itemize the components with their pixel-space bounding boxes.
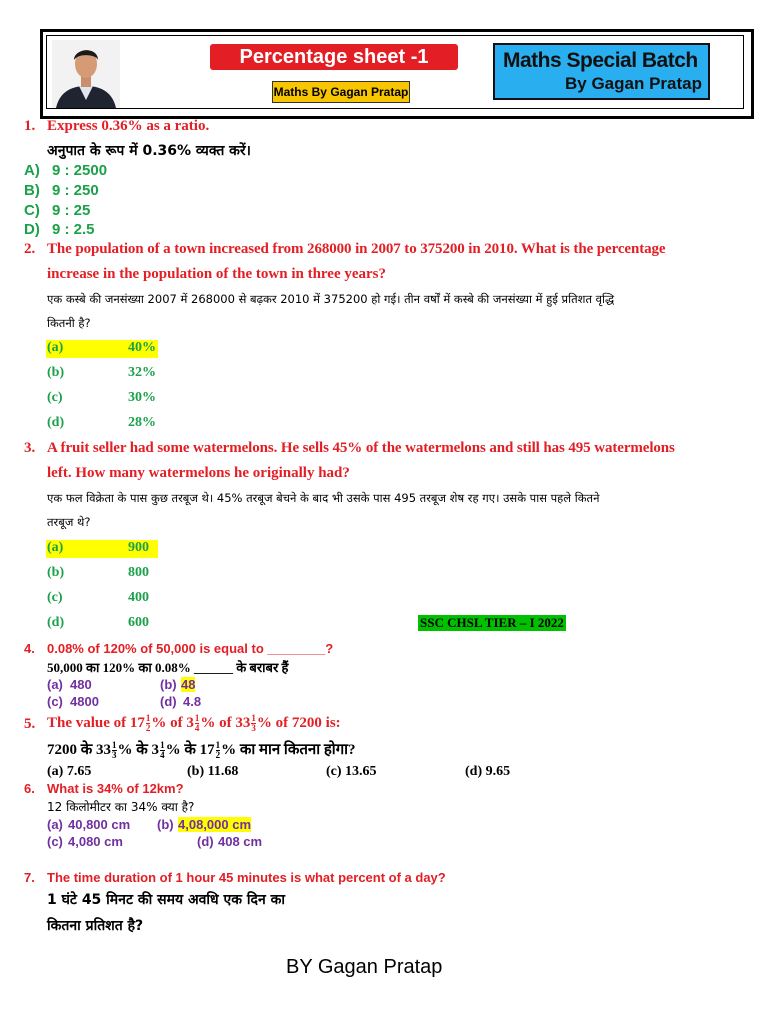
q1-option-value: 9 : 2500 xyxy=(52,162,108,179)
q3-hindi-line2: तरबूज थे? xyxy=(47,515,91,529)
q4-option-label: (b) xyxy=(160,677,177,692)
batch-badge xyxy=(493,43,710,100)
q3-hindi-line1: एक फल विक्रेता के पास कुछ तरबूज थे। 45% तरबूज बेचने के बाद भी उसके पास 495 तरबूज शेष रह गए। उसके पास पहले कितने xyxy=(47,491,600,505)
q3-option-label: (c) xyxy=(47,590,63,605)
q6-option-value: 40,800 cm xyxy=(68,817,131,832)
exam-source-tag: SSC CHSL TIER – I 2022 xyxy=(420,615,564,630)
q7-number: 7. xyxy=(24,870,35,885)
q2-option-label: (a) xyxy=(47,340,64,355)
q2-question-line1: The population of a town increased from 268000 in 2007 to 375200 in 2010. What is the percentage xyxy=(47,241,666,257)
q6-hindi: 12 किलोमीटर का 34% क्या है? xyxy=(47,800,195,814)
batch-author: By Gagan Pratap xyxy=(565,74,702,93)
q5-option: (c) 13.65 xyxy=(326,764,377,779)
q4-number: 4. xyxy=(24,641,35,656)
q3-number: 3. xyxy=(24,440,36,456)
q6-question: What is 34% of 12km? xyxy=(47,781,184,796)
q6-option-value: 4,08,000 cm xyxy=(178,817,252,832)
q5-option: (b) 11.68 xyxy=(187,764,239,779)
q2-option-value: 32% xyxy=(128,365,156,380)
q6-option-label: (c) xyxy=(47,834,63,849)
q2-hindi-line2: कितनी है? xyxy=(47,316,91,330)
q6-option-label: (a) xyxy=(47,817,63,832)
q4-option-label: (a) xyxy=(47,677,63,692)
q1-hindi: अनुपात के रूप में 0.36% व्यक्त करें। xyxy=(47,143,251,159)
q4-option-value: 4.8 xyxy=(183,694,202,709)
q3-option-label: (a) xyxy=(47,540,64,555)
author-photo xyxy=(52,40,120,108)
q3-option-value: 400 xyxy=(128,590,149,605)
q2-hindi-line1: एक कस्बे की जनसंख्या 2007 में 268000 से बढ़कर 2010 में 375200 हो गई। तीन वर्षों में कस्बे की जनसंख्या में हुई प्रतिशत वृद्धि xyxy=(47,292,615,306)
q4-option-label: (c) xyxy=(47,694,63,709)
q2-option-label: (d) xyxy=(47,415,65,430)
q7-hindi-line2: कितना प्रतिशत है? xyxy=(47,918,144,934)
q2-option-label: (b) xyxy=(47,365,65,380)
q6-option-value: 408 cm xyxy=(218,834,263,849)
q2-number: 2. xyxy=(24,241,36,257)
q3-option-value: 800 xyxy=(128,565,149,580)
q1-option-label: D) xyxy=(24,221,40,238)
q4-option-value: 480 xyxy=(70,677,92,692)
q6-option-value: 4,080 cm xyxy=(68,834,123,849)
q5-hindi: 7200 के 33 $\frac{1}{3}$ % के 3 $\frac{1}{4}$ % के 17 $\frac{1}{2}$ % का मान कितना होगा? xyxy=(47,740,356,761)
q7-hindi-line1: 1 घंटे 45 मिनट की समय अवधि एक दिन का xyxy=(47,892,285,908)
q4-option-value: 48 xyxy=(181,677,196,692)
q5-option: (d) 9.65 xyxy=(465,764,511,779)
q3-option-value: 900 xyxy=(128,540,149,555)
q3-question-line2: left. How many watermelons he originally had? xyxy=(47,465,350,481)
q4-option-value: 4800 xyxy=(70,694,99,709)
q3-option-value: 600 xyxy=(128,615,149,630)
q5-number: 5. xyxy=(24,716,36,732)
q1-option-value: 9 : 2.5 xyxy=(52,221,95,238)
q4-option-label: (d) xyxy=(160,694,177,709)
q1-option-label: B) xyxy=(24,182,40,199)
q1-option-label: C) xyxy=(24,202,40,219)
q2-option-value: 40% xyxy=(128,340,156,355)
q2-question-line2: increase in the population of the town in three years? xyxy=(47,266,387,282)
q2-option-value: 30% xyxy=(128,390,156,405)
q7-question: The time duration of 1 hour 45 minutes is what percent of a day? xyxy=(47,870,446,885)
q1-option-value: 9 : 25 xyxy=(52,202,91,219)
q6-number: 6. xyxy=(24,781,35,796)
q3-option-label: (b) xyxy=(47,565,65,580)
q6-option-label: (d) xyxy=(197,834,214,849)
sheet-title: Percentage sheet -1 xyxy=(210,44,458,70)
q5-option: (a) 7.65 xyxy=(47,764,92,779)
q6-option-label: (b) xyxy=(157,817,174,832)
q2-option-label: (c) xyxy=(47,390,63,405)
page-footer: BY Gagan Pratap xyxy=(286,956,443,978)
q4-hindi: 50,000 का 120% का 0.08% ______ के बराबर हैं xyxy=(47,660,289,675)
q3-option-label: (d) xyxy=(47,615,65,630)
q1-number: 1. xyxy=(24,118,36,134)
q1-question: Express 0.36% as a ratio. xyxy=(47,118,210,134)
batch-title: Maths Special Batch xyxy=(503,49,698,72)
q4-question: 0.08% of 120% of 50,000 is equal to ________? xyxy=(47,641,334,656)
q5-question: The value of 17 $\frac{1}{2}$ % of 3 $\frac{1}{4}$ % of 33 $\frac{1}{3}$ % of 7200 is: xyxy=(47,713,341,733)
q2-option-value: 28% xyxy=(128,415,156,430)
q1-option-value: 9 : 250 xyxy=(52,182,99,199)
q3-question-line1: A fruit seller had some watermelons. He sells 45% of the watermelons and still has 495 watermelons xyxy=(47,440,675,456)
q1-option-label: A) xyxy=(24,162,40,179)
author-subtitle: Maths By Gagan Pratap xyxy=(272,81,410,103)
